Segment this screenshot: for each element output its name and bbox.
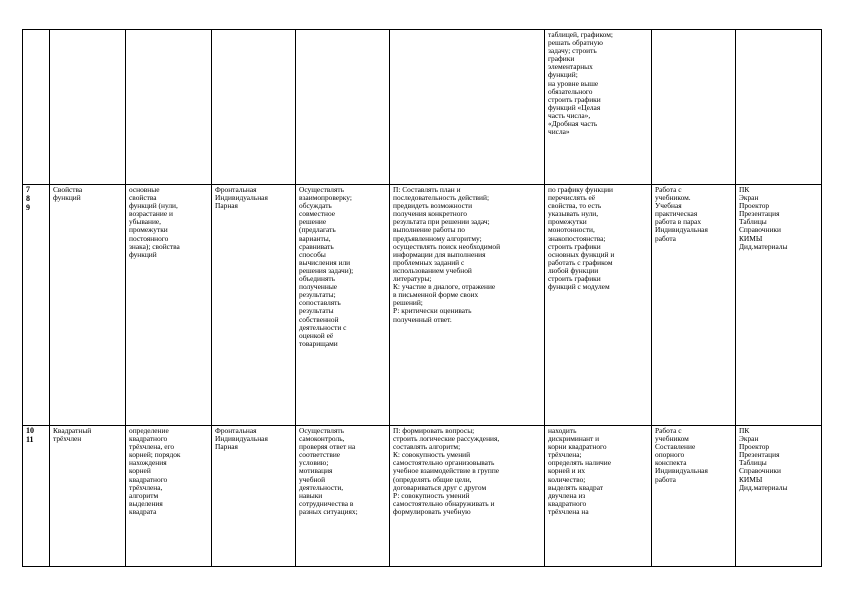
forms-cell	[212, 30, 296, 185]
activities-cell	[296, 30, 390, 185]
control-cell: Работа с учебником. Учебная практическая работа в парах Индивидуальная работа	[652, 185, 736, 426]
uud-cell: П: формировать вопросы; строить логические рассуждения, составлять алгоритм; К: совокупность умений самостоятельно организовывать учебное взаимодействие в группе (определять общие цели, договариваться друг с другом Р: совокупность умений самостоятельно обнаруживать и формулировать учебную	[390, 426, 545, 567]
table-row	[23, 185, 822, 426]
lesson-number-cell: 7 8 9	[23, 185, 50, 426]
activities-cell: Осуществлять самоконтроль, проверяя ответ на соответствие условию; мотивация учебной деятельности, навыки сотрудничества в разных ситуациях;	[296, 426, 390, 567]
resources-cell: ПК Экран Проектор Презентация Таблицы Справочники КИМЫ Дид.материалы	[736, 426, 822, 567]
control-cell	[652, 30, 736, 185]
uud-cell: П: Составлять план и последовательность действий; предвидеть возможности получения конкретного результата при решении задач; выполнение работы по предъявленному алгоритму; осуществлять поиск необходимой информации для выполнения проблемных заданий с использованием учебной литературы; К: участие в диалоге, отражение в письменной форме своих решений; Р: критически оценивать полученный ответ.	[390, 185, 545, 426]
lesson-plan-table	[22, 29, 822, 567]
skills-cell: таблицей, графиком; решать обратную задачу; строить графики элементарных функций; на уровне выше обязательного строить графики функций «Целая часть числа», «Дробная часть числа»	[545, 30, 652, 185]
skills-cell: по графику функции перечислять её свойства, то есть указывать нули, промежутки монотонности, знакопостоянства; строить графики основных функций и работать с графиком любой функции строить графики функций с модулем	[545, 185, 652, 426]
lesson-number-cell	[23, 30, 50, 185]
control-cell: Работа с учебником Составление опорного конспекта Индивидуальная работа	[652, 426, 736, 567]
table-row	[23, 30, 822, 185]
uud-cell	[390, 30, 545, 185]
content-cell	[126, 30, 212, 185]
forms-cell: Фронтальная Индивидуальная Парная	[212, 185, 296, 426]
activities-cell: Осуществлять взаимопроверку; обсуждать совместное решение (предлагать варианты, сравнивать способы вычисления или решения задачи); объединять полученные результаты; сопоставлять результаты собственной деятельности с оценкой её товарищами	[296, 185, 390, 426]
content-cell: определение квадратного трёхчлена, его корней; порядок нахождения корней квадратного трёхчлена, алгоритм выделения квадрата	[126, 426, 212, 567]
resources-cell	[736, 30, 822, 185]
resources-cell: ПК Экран Проектор Презентация Таблицы Справочники КИМЫ Дид.материалы	[736, 185, 822, 426]
topic-cell: Квадратный трёхчлен	[50, 426, 126, 567]
lesson-number-cell: 10 11	[23, 426, 50, 567]
forms-cell: Фронтальная Индивидуальная Парная	[212, 426, 296, 567]
topic-cell: Свойства функций	[50, 185, 126, 426]
skills-cell: находить дискриминант и корни квадратного трёхчлена; определять наличие корней и их количество; выделять квадрат двучлена из квадратного трёхчлена на	[545, 426, 652, 567]
topic-cell	[50, 30, 126, 185]
content-cell: основные свойства функций (нули, возрастание и убывание, промежутки постоянного знака); свойства функций	[126, 185, 212, 426]
table-row	[23, 426, 822, 567]
